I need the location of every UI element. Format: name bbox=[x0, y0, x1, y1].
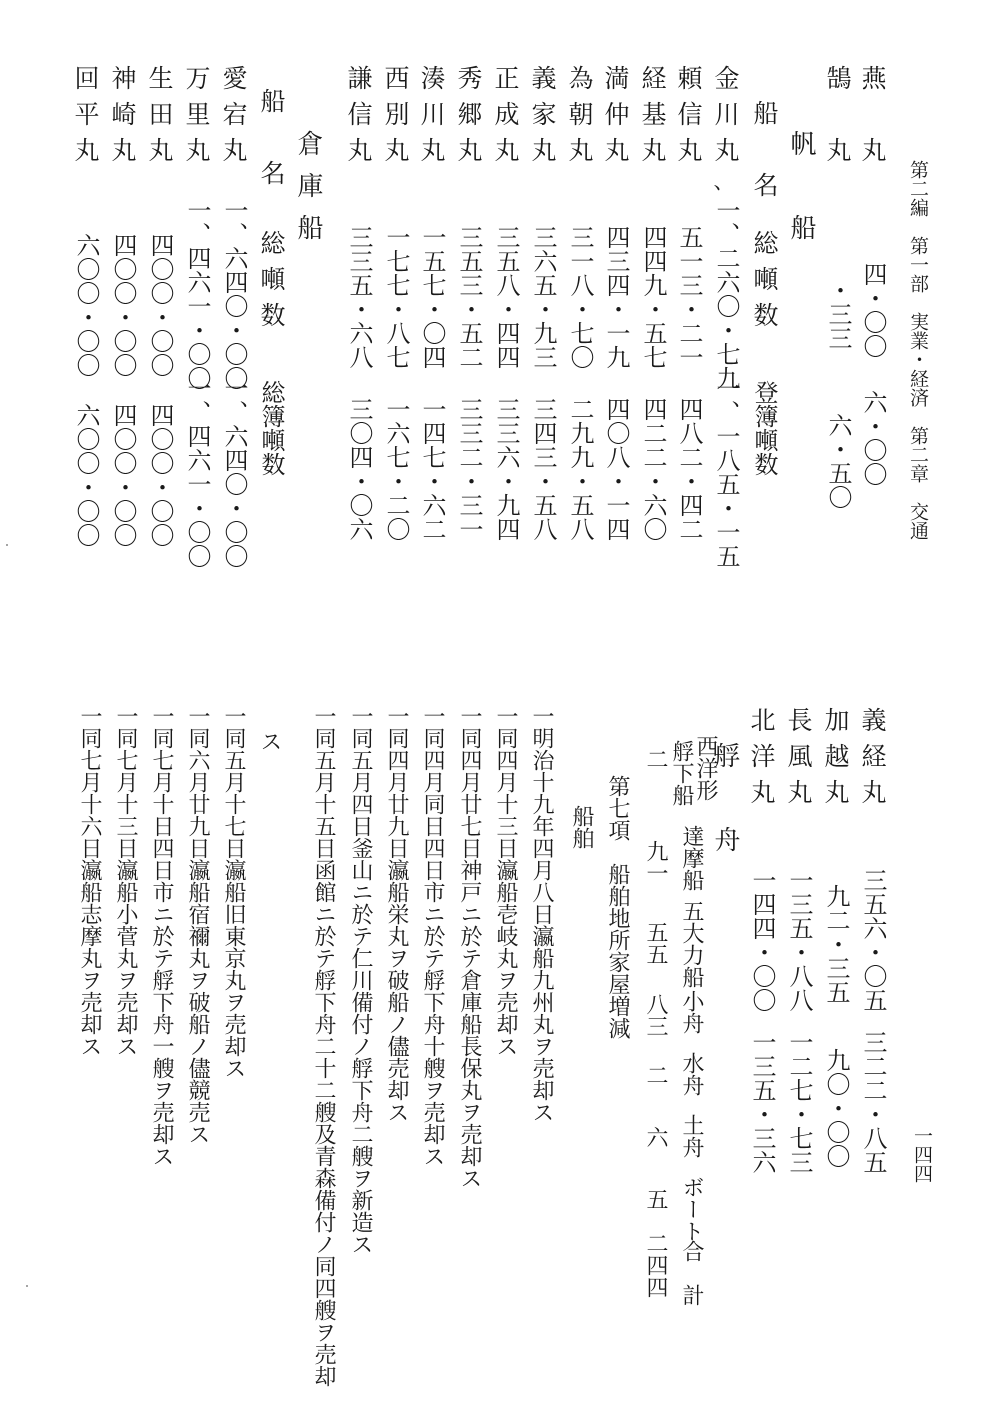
table-header-ship-name: 船 名 bbox=[257, 88, 286, 196]
net-tonnage: 一二七・七三 bbox=[785, 1030, 813, 1174]
net-tonnage: 一、一八五・一五 bbox=[712, 376, 740, 568]
ship-name: 北洋丸 bbox=[747, 707, 776, 815]
record-entry: 一同七月十日四日市ニ於テ艀下舟一艘ヲ売却ス bbox=[149, 705, 174, 1167]
lighter-row-label: 艀下船 bbox=[669, 740, 694, 806]
stray-mark: 、 bbox=[696, 184, 721, 206]
lighter-type-label: 合 計 bbox=[679, 1240, 704, 1306]
gross-tonnage: 一、四六一・〇〇 bbox=[183, 198, 211, 390]
table-header-net-tonnage: 総簿噸数 bbox=[257, 380, 285, 476]
ship-name: 西別丸 bbox=[381, 65, 410, 173]
record-entry: 一同四月廿七日神戸ニ於テ倉庫船長保丸ヲ売却ス bbox=[457, 705, 482, 1189]
gross-tonnage: 六〇〇・〇〇 bbox=[72, 233, 100, 377]
record-entry: 一同六月廿九日瀛船宿禰丸ヲ破船ノ儘競売ス bbox=[185, 705, 210, 1145]
lighter-type-label: 達摩船 bbox=[679, 825, 704, 891]
net-tonnage: 一、六四〇・〇〇 bbox=[220, 376, 248, 568]
record-entry-continuation: ス bbox=[257, 730, 282, 752]
lighter-count: 八三 bbox=[643, 993, 668, 1037]
net-tonnage: 四八二・四二 bbox=[675, 397, 703, 541]
gross-tonnage: 四四九・五七 bbox=[639, 225, 667, 369]
ship-name: 鵠 丸 bbox=[823, 65, 852, 173]
net-tonnage: 四二二・六〇 bbox=[639, 397, 667, 541]
gross-tonnage: 四・〇〇 bbox=[859, 262, 887, 358]
net-tonnage: 一三五・三六 bbox=[748, 1030, 776, 1174]
net-tonnage: 三二二・八五 bbox=[859, 1030, 887, 1174]
gross-tonnage: 一四四・〇〇 bbox=[748, 868, 776, 1012]
ship-name: 愛宕丸 bbox=[219, 65, 248, 173]
lighter-type-label: 五大力船 bbox=[679, 900, 704, 988]
net-tonnage: 四〇〇・〇〇 bbox=[146, 403, 174, 547]
gross-tonnage: 三一八・七〇 bbox=[566, 225, 594, 369]
net-tonnage: 三三二・三一 bbox=[455, 397, 483, 541]
net-tonnage: 一六七・二〇 bbox=[382, 397, 410, 541]
lighter-type-label: ボート bbox=[679, 1176, 704, 1242]
net-tonnage: 二九九・五八 bbox=[566, 397, 594, 541]
section-subheading: 船舶 bbox=[569, 805, 594, 849]
ship-name: 長風丸 bbox=[784, 707, 813, 815]
gross-tonnage: 四〇〇・〇〇 bbox=[146, 233, 174, 377]
ship-name: 神崎丸 bbox=[108, 65, 137, 173]
table-header-net-tonnage: 登簿噸数 bbox=[750, 380, 778, 476]
gross-tonnage: 一、二六〇・七九 bbox=[712, 198, 740, 390]
record-entry: 一同四月廿九日瀛船栄丸ヲ破船ノ儘売却ス bbox=[384, 705, 409, 1123]
net-tonnage: 三三六・九四 bbox=[492, 397, 520, 541]
ship-name: 満仲丸 bbox=[601, 65, 630, 173]
record-entry: 一同七月十三日瀛船小菅丸ヲ売却ス bbox=[113, 705, 138, 1057]
gross-tonnage: 三三五・六八 bbox=[345, 225, 373, 369]
net-tonnage: 四〇八・一四 bbox=[602, 397, 630, 541]
scan-speck bbox=[26, 1285, 28, 1287]
section-title-lighters: 艀 舟 bbox=[710, 742, 740, 868]
table-header-gross-tonnage: 総噸数 bbox=[257, 230, 286, 338]
lighter-count: 九一 bbox=[643, 840, 668, 884]
lighter-type-label: 水舟 bbox=[679, 1052, 704, 1096]
record-entry: 一同五月四日釜山ニ於テ仁川備付ノ艀下舟二艘ヲ新造ス bbox=[348, 705, 373, 1255]
ship-name: 金川丸 bbox=[711, 65, 740, 173]
ship-name: 為朝丸 bbox=[565, 65, 594, 173]
running-title: 第二編 第一部 実業・経済 第二章 交通 bbox=[907, 160, 929, 540]
net-tonnage: 九〇・〇〇 bbox=[822, 1048, 850, 1168]
lighter-row-label: 西洋形 bbox=[693, 735, 718, 801]
net-tonnage: 三四三・五八 bbox=[529, 397, 557, 541]
ship-name: 義家丸 bbox=[528, 65, 557, 173]
net-tonnage: 一、四六一・〇〇 bbox=[183, 376, 211, 568]
record-entry: 一同七月十六日瀛船志摩丸ヲ売却ス bbox=[77, 705, 102, 1057]
ship-name: 回平丸 bbox=[71, 65, 100, 173]
section-title-storage-ships: 倉庫船 bbox=[293, 130, 323, 256]
ship-name: 加越丸 bbox=[821, 707, 850, 815]
ship-name: 謙信丸 bbox=[344, 65, 373, 173]
gross-tonnage: 一三五・八八 bbox=[785, 868, 813, 1012]
lighter-count: 五五 bbox=[643, 921, 668, 965]
table-header-gross-tonnage: 総噸数 bbox=[750, 230, 779, 338]
gross-tonnage: 三六五・九三 bbox=[529, 225, 557, 369]
record-entry: 一同五月十七日瀛船旧東京丸ヲ売却ス bbox=[221, 705, 246, 1079]
ship-name: 頼信丸 bbox=[674, 65, 703, 173]
net-tonnage: 六・五〇 bbox=[824, 413, 852, 509]
net-tonnage: 一四七・六二 bbox=[418, 397, 446, 541]
gross-tonnage: 五一三・二一 bbox=[675, 225, 703, 369]
table-header-ship-name: 船 名 bbox=[750, 100, 779, 208]
page-number: 一四四 bbox=[911, 1126, 933, 1183]
section-title-sailing-ships: 帆 船 bbox=[786, 130, 816, 256]
record-entry: 一同四月十三日瀛船壱岐丸ヲ売却ス bbox=[493, 705, 518, 1057]
lighter-count: 二 bbox=[643, 748, 668, 770]
ship-name: 生田丸 bbox=[145, 65, 174, 173]
net-tonnage: 四〇〇・〇〇 bbox=[109, 403, 137, 547]
ship-name: 湊川丸 bbox=[417, 65, 446, 173]
net-tonnage: 三〇四・〇六 bbox=[345, 397, 373, 541]
ship-name: 万里丸 bbox=[182, 65, 211, 173]
lighter-count: 二 bbox=[643, 1064, 668, 1086]
scan-speck bbox=[6, 544, 8, 546]
lighter-count: 五 二四四 bbox=[643, 1188, 668, 1298]
gross-tonnage: ・三三 bbox=[824, 278, 852, 350]
gross-tonnage: 三五六・〇五 bbox=[859, 868, 887, 1012]
ship-name: 義経丸 bbox=[858, 707, 887, 815]
record-entry: 一明治十九年四月八日瀛船九州丸ヲ売却ス bbox=[529, 705, 554, 1123]
record-entry: 一同五月十五日函館ニ於テ艀下舟二十二艘及青森備付ノ同四艘ヲ売却 bbox=[311, 705, 336, 1387]
section-heading: 第七項 船舶地所家屋増減 bbox=[605, 775, 630, 1039]
ship-name: 秀郷丸 bbox=[454, 65, 483, 173]
gross-tonnage: 三五三・五二 bbox=[455, 225, 483, 369]
gross-tonnage: 三五八・四四 bbox=[492, 225, 520, 369]
net-tonnage: 六〇〇・〇〇 bbox=[72, 403, 100, 547]
gross-tonnage: 一五七・〇四 bbox=[418, 225, 446, 369]
lighter-type-label: 小舟 bbox=[679, 990, 704, 1034]
gross-tonnage: 四〇〇・〇〇 bbox=[109, 233, 137, 377]
net-tonnage: 六・〇〇 bbox=[859, 390, 887, 486]
lighter-count: 六 bbox=[643, 1126, 668, 1148]
record-entry: 一同四月同日四日市ニ於テ艀下舟十艘ヲ売却ス bbox=[420, 705, 445, 1167]
gross-tonnage: 一、六四〇・〇〇 bbox=[220, 198, 248, 390]
gross-tonnage: 九二・三五 bbox=[822, 884, 850, 1004]
ship-name: 燕 丸 bbox=[858, 65, 887, 173]
gross-tonnage: 四三四・一九 bbox=[602, 225, 630, 369]
ship-name: 正成丸 bbox=[491, 65, 520, 173]
gross-tonnage: 一七七・八七 bbox=[382, 225, 410, 369]
lighter-type-label: 土舟 bbox=[679, 1114, 704, 1158]
ship-name: 経基丸 bbox=[638, 65, 667, 173]
